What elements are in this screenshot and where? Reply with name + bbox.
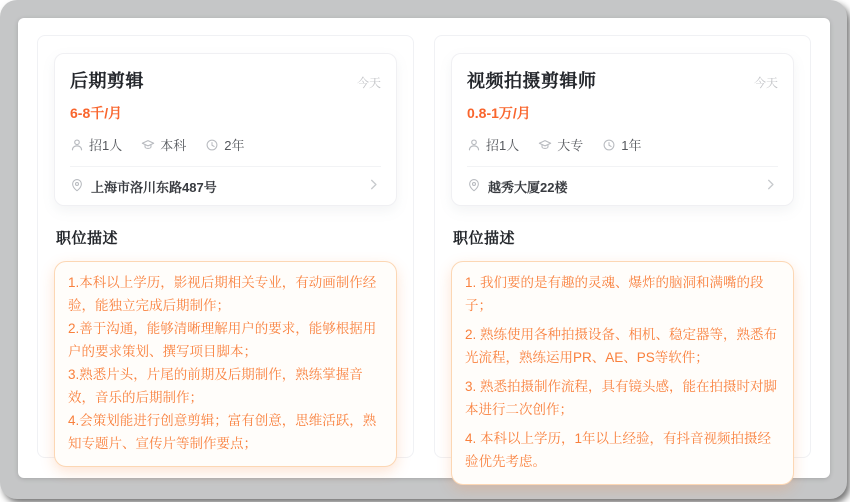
description-item: 4.会策划能进行创意剪辑；富有创意，思维活跃，熟知专题片、宣传片等制作要点； <box>68 412 377 451</box>
headcount-label: 招1人 <box>486 138 520 153</box>
job-info-card[interactable] <box>54 53 397 206</box>
education-label: 大专 <box>557 138 584 153</box>
section-title: 职位描述 <box>56 230 119 247</box>
title-row <box>467 67 778 93</box>
description-item: 2.善于沟通，能够清晰理解用户的要求，能够根据用户的要求策划、撰写项目脚本； <box>68 320 377 359</box>
location-pin-icon <box>467 178 481 195</box>
headcount-item <box>70 135 122 154</box>
location-row[interactable] <box>70 167 381 205</box>
chevron-right-icon <box>763 177 778 195</box>
description-item: 1. 我们要的是有趣的灵魂、爆炸的脑洞和满嘴的段子； <box>465 275 764 313</box>
job-description-box <box>54 261 397 467</box>
job-listings-page <box>18 18 830 478</box>
education-label: 本科 <box>160 138 187 153</box>
description-item: 2. 熟练使用各种拍摄设备、相机、稳定器等，熟悉布光流程，熟练运用PR、AE、PS等软件； <box>465 326 778 365</box>
job-info-card[interactable] <box>451 53 794 206</box>
job-description-box <box>451 261 794 485</box>
graduation-cap-icon <box>141 138 155 152</box>
location-label: 上海市洛川东路487号 <box>91 179 217 195</box>
job-meta-row <box>70 135 381 154</box>
experience-item <box>205 135 244 154</box>
headcount-label: 招1人 <box>89 138 123 153</box>
education-item <box>538 135 583 154</box>
headcount-item <box>467 135 519 154</box>
experience-item <box>602 135 641 154</box>
job-title: 后期剪辑 <box>70 71 144 91</box>
education-item <box>141 135 186 154</box>
chevron-right-icon <box>366 177 381 195</box>
job-salary: 0.8-1万/月 <box>467 105 531 121</box>
job-meta-row <box>467 135 778 154</box>
experience-label: 1年 <box>621 138 642 153</box>
posted-date: 今天 <box>753 76 778 90</box>
location-label: 越秀大厦22楼 <box>488 179 568 195</box>
job-panel-right <box>434 35 811 469</box>
job-panel-left <box>37 35 414 458</box>
description-item: 4. 本科以上学历，1年以上经验，有抖音视频拍摄经验优先考虑。 <box>465 430 772 469</box>
description-item: 3. 熟悉拍摄制作流程，具有镜头感，能在拍摄时对脚本进行二次创作； <box>465 378 778 417</box>
job-title: 视频拍摄剪辑师 <box>467 71 597 91</box>
person-icon <box>467 138 481 152</box>
experience-label: 2年 <box>224 138 245 153</box>
location-pin-icon <box>70 178 84 195</box>
location-row[interactable] <box>467 167 778 205</box>
title-row <box>70 67 381 93</box>
graduation-cap-icon <box>538 138 552 152</box>
clock-icon <box>205 138 219 152</box>
posted-date: 今天 <box>356 76 381 90</box>
description-item: 3.熟悉片头，片尾的前期及后期制作，熟练掌握音效，音乐的后期制作； <box>68 366 363 405</box>
section-title: 职位描述 <box>453 230 516 247</box>
clock-icon <box>602 138 616 152</box>
description-item: 1.本科以上学历，影视后期相关专业，有动画制作经验，能独立完成后期制作； <box>68 275 377 313</box>
job-salary: 6-8千/月 <box>70 105 123 121</box>
person-icon <box>70 138 84 152</box>
